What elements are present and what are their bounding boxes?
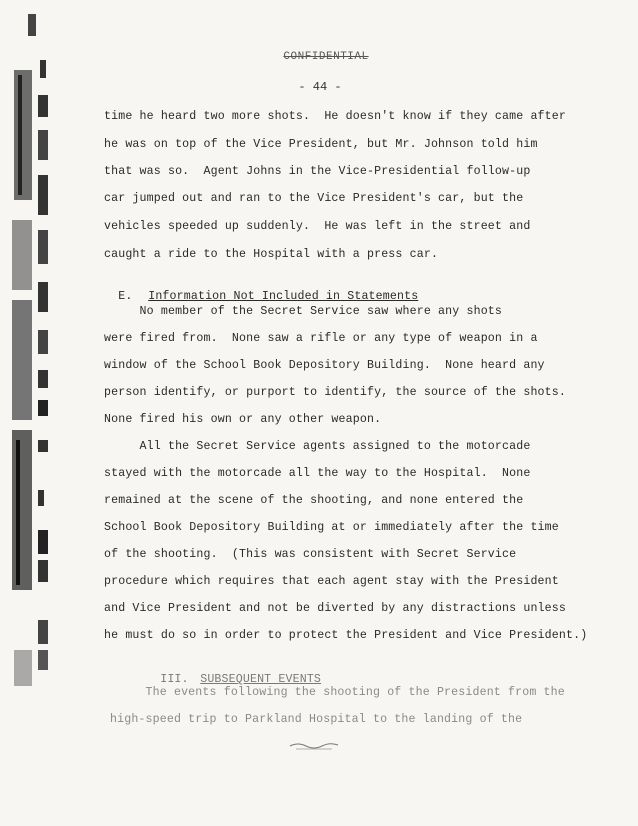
- section-letter: E.: [118, 290, 133, 303]
- section-title: Information Not Included in Statements: [148, 290, 419, 303]
- text-line: he was on top of the Vice President, but Mr. Johnson told him: [104, 138, 538, 151]
- section-heading-e: [104, 277, 418, 303]
- text-line: that was so. Agent Johns in the Vice-Presidential follow-up: [104, 165, 531, 178]
- text-line: were fired from. None saw a rifle or any type of weapon in a: [104, 332, 538, 345]
- text-line: time he heard two more shots. He doesn't know if they came after: [104, 110, 566, 123]
- text-line: procedure which requires that each agent stay with the President: [104, 575, 559, 588]
- page-number: - 44 -: [298, 80, 342, 94]
- scanned-margin-strip: [0, 0, 62, 826]
- text-line: stayed with the motorcade all the way to the Hospital. None: [104, 467, 531, 480]
- text-line: of the shooting. (This was consistent with Secret Service: [104, 548, 517, 561]
- classification-stamp: CONFIDENTIAL: [283, 51, 369, 63]
- text-line: No member of the Secret Service saw where any shots: [104, 305, 503, 318]
- text-line: window of the School Book Depository Building. None heard any: [104, 359, 545, 372]
- text-line: The events following the shooting of the President from the: [110, 686, 565, 699]
- section-title: SUBSEQUENT EVENTS: [200, 673, 322, 686]
- text-line: School Book Depository Building at or immediately after the time: [104, 521, 559, 534]
- footer-smudge: [288, 738, 340, 752]
- text-line: All the Secret Service agents assigned to the motorcade: [104, 440, 531, 453]
- margin-noise-graphic: [0, 0, 62, 826]
- text-line: car jumped out and ran to the Vice President's car, but the: [104, 192, 524, 205]
- text-line: person identify, or purport to identify, the source of the shots.: [104, 386, 566, 399]
- section-heading-iii: [146, 660, 321, 686]
- text-line: and Vice President and not be diverted by any distractions unless: [104, 602, 566, 615]
- text-line: None fired his own or any other weapon.: [104, 413, 382, 426]
- text-line: caught a ride to the Hospital with a press car.: [104, 248, 439, 261]
- text-line: remained at the scene of the shooting, and none entered the: [104, 494, 524, 507]
- text-line: he must do so in order to protect the President and Vice President.): [104, 629, 588, 642]
- text-line: vehicles speeded up suddenly. He was left in the street and: [104, 220, 531, 233]
- section-numeral: III.: [160, 673, 189, 686]
- text-line: high-speed trip to Parkland Hospital to the landing of the: [110, 713, 523, 726]
